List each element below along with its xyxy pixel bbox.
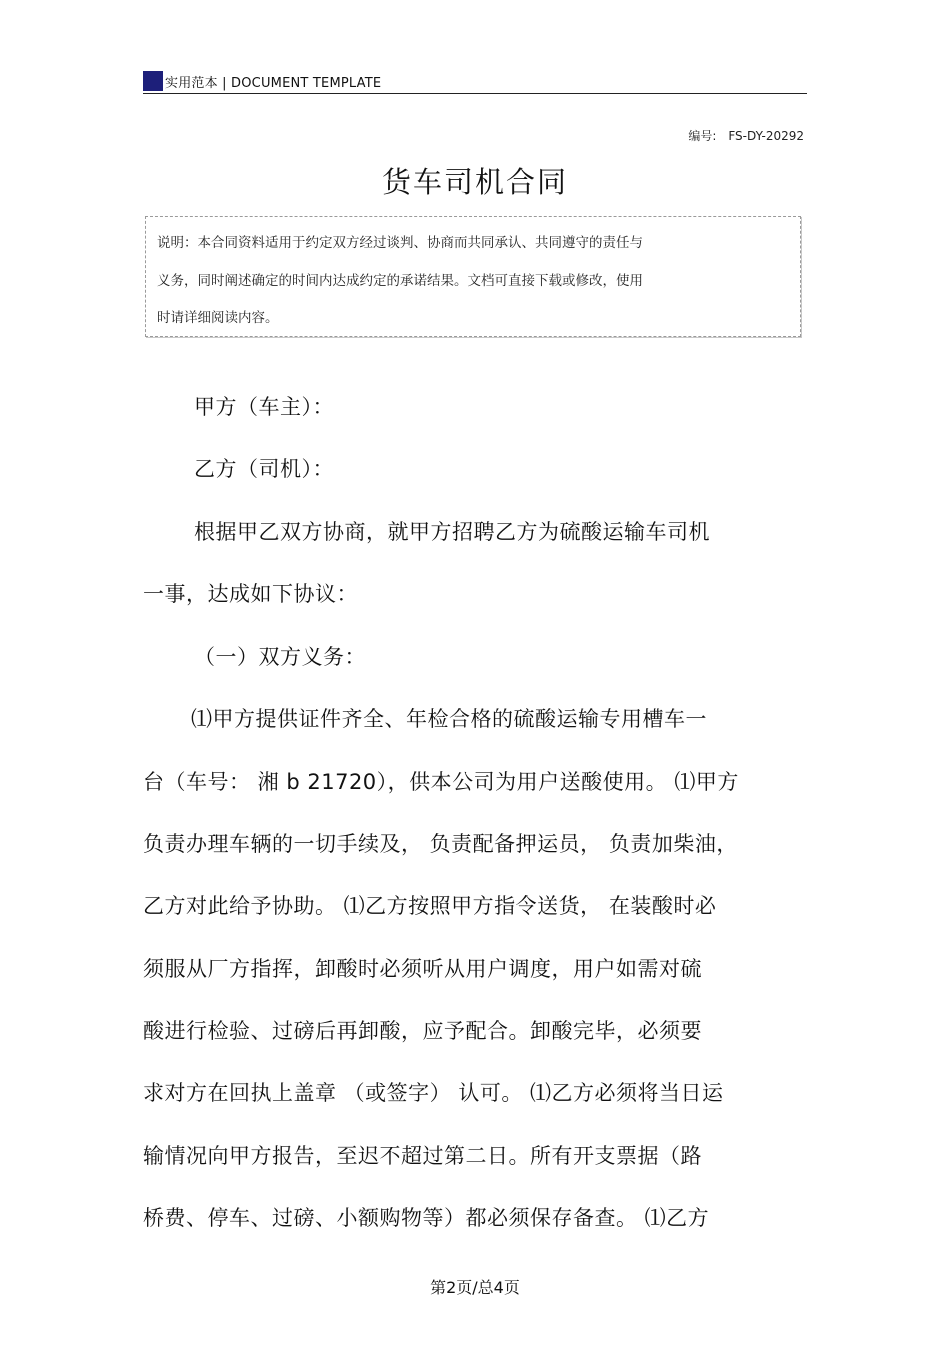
page-title: 货车司机合同 (381, 165, 568, 199)
body-paragraph-line: 一事，达成如下协议： (143, 582, 358, 606)
document-number-value: FS-DY-20292 (728, 129, 804, 143)
body-paragraph-line: 桥费、停车、过磅、小额购物等）都必须保存备查。 ⑴乙方 (143, 1206, 710, 1230)
document-header (143, 68, 807, 94)
description-line: 说明：本合同资料适用于约定双方经过谈判、协商而共同承认、共同遵守的责任与 (157, 235, 643, 251)
body-paragraph-line: ⑴甲方提供证件齐全、年检合格的硫酸运输专用槽车一 (191, 707, 707, 731)
body-paragraph-line: 根据甲乙双方协商，就甲方招聘乙方为硫酸运输车司机 (194, 520, 710, 544)
body-paragraph-line: 须服从厂方指挥，卸酸时必须听从用户调度，用户如需对硫 (143, 957, 702, 981)
body-paragraph-line: 输情况向甲方报告，至迟不超过第二日。所有开支票据（路 (143, 1144, 702, 1168)
page-footer: 第2页/总4页 (430, 1278, 520, 1297)
document-number-label: 编号: (688, 129, 717, 143)
body-paragraph-line: 酸进行检验、过磅后再卸酸，应予配合。卸酸完毕，必须要 (143, 1019, 702, 1043)
description-line: 时请详细阅读内容。 (157, 310, 279, 326)
header-text: 实用范本 | DOCUMENT TEMPLATE (165, 76, 382, 91)
document-number (688, 127, 804, 144)
section-heading: （一）双方义务： (194, 645, 366, 669)
party-b-line: 乙方（司机）： (194, 457, 334, 481)
header-logo-square (143, 71, 163, 91)
body-paragraph-line: 求对方在回执上盖章 （或签字） 认可。 ⑴乙方必须将当日运 (143, 1081, 724, 1105)
description-line: 义务，同时阐述确定的时间内达成约定的承诺结果。文档可直接下载或修改，使用 (157, 273, 643, 289)
body-paragraph-line: 乙方对此给予协助。 ⑴乙方按照甲方指令送货， 在装酸时必 (143, 894, 717, 918)
body-paragraph-line: 负责办理车辆的一切手续及， 负责配备押运员， 负责加柴油， (143, 832, 738, 856)
body-paragraph-line: 台（车号： 湘 b 21720），供本公司为用户送酸使用。 ⑴甲方 (143, 770, 739, 794)
description-box (145, 216, 801, 337)
party-a-line: 甲方（车主）： (194, 395, 334, 419)
